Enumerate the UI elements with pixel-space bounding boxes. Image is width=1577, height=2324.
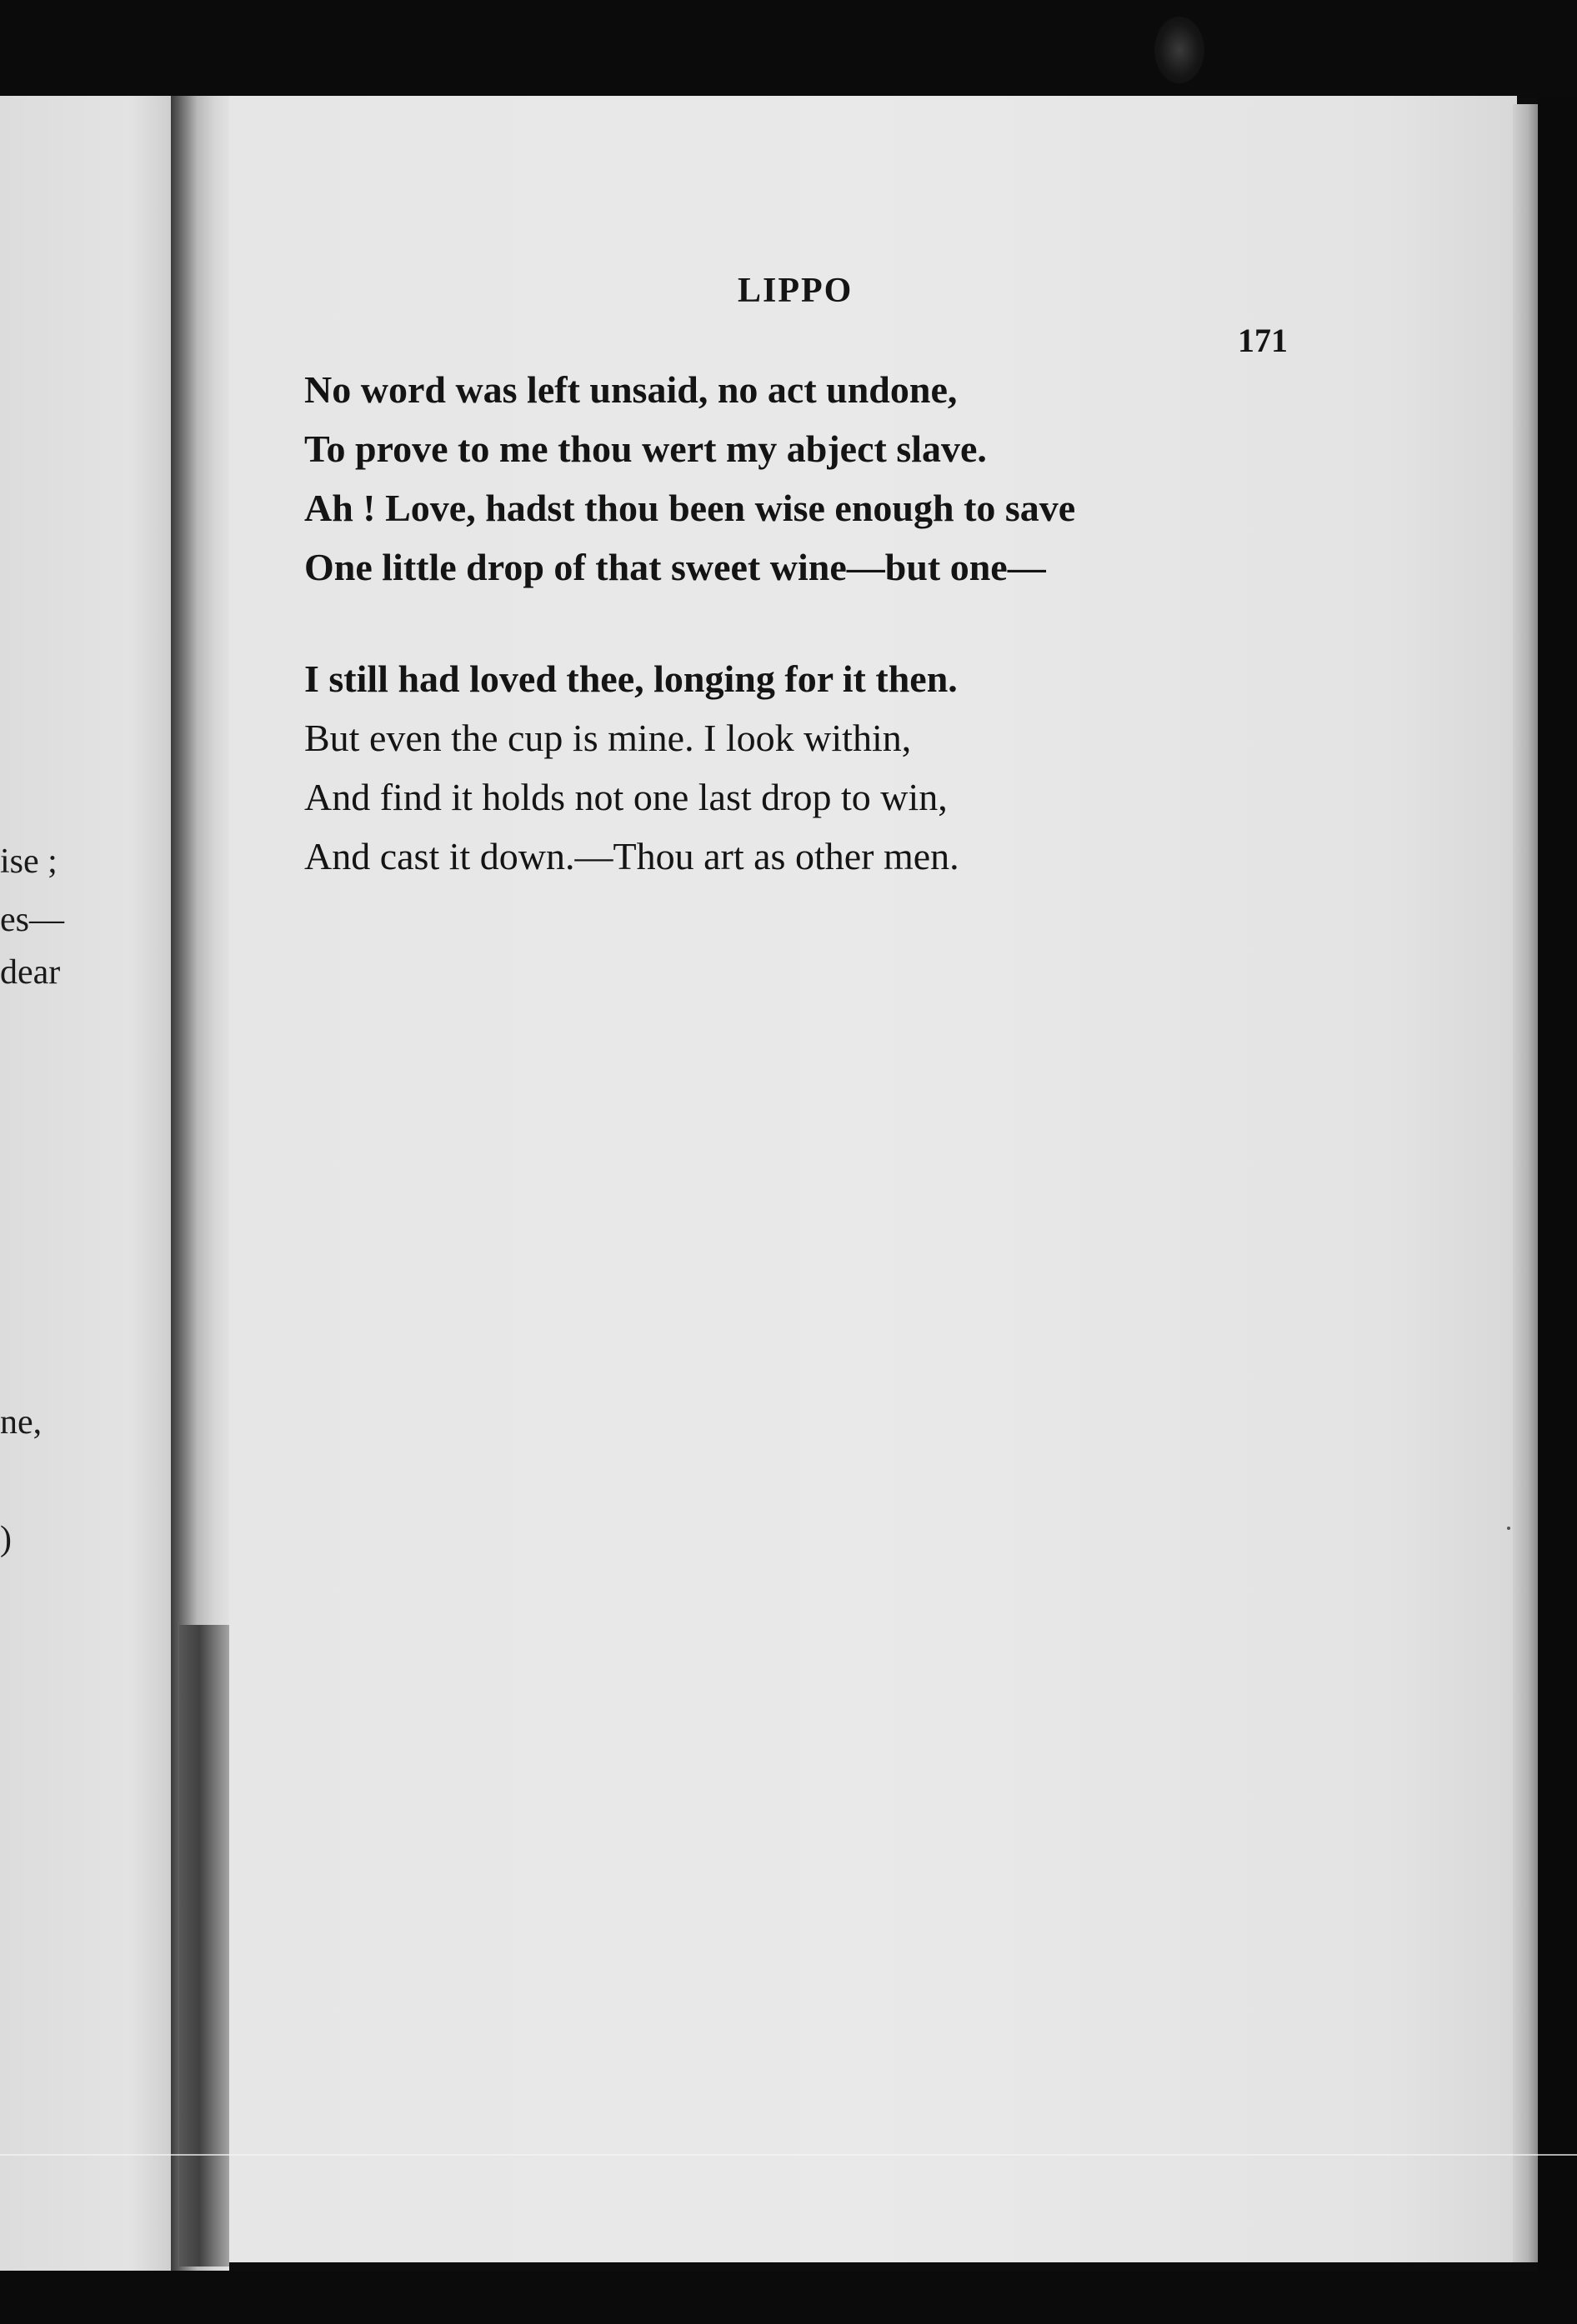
scan-artifact xyxy=(1154,17,1204,83)
poem-line: One little drop of that sweet wine—but one— xyxy=(304,546,1046,588)
facing-page-fragment: ne, xyxy=(0,1403,43,1442)
poem-line: To prove to me thou wert my abject slave. xyxy=(304,427,987,470)
poem-line: And cast it down.—Thou art as other men. xyxy=(304,835,959,877)
page-edge xyxy=(1513,104,1538,2262)
stanza xyxy=(304,360,1288,597)
facing-page xyxy=(0,96,185,2279)
facing-page-fragment: ise ; xyxy=(0,842,58,881)
page-number: 171 xyxy=(1238,322,1288,359)
facing-page-fragment: dear xyxy=(0,953,61,992)
scan-line-artifact xyxy=(0,2154,1577,2156)
scan-background-bottom xyxy=(0,2271,1577,2324)
poem-line: Ah ! Love, hadst thou been wise enough to save xyxy=(304,487,1076,529)
facing-page-fragment: ) xyxy=(0,1520,12,1558)
poem-line: I still had loved thee, longing for it then. xyxy=(304,657,958,700)
facing-page-fragment: es— xyxy=(0,901,64,939)
scan-background-top xyxy=(0,0,1577,98)
poem-line: No word was left unsaid, no act undone, xyxy=(304,368,958,411)
stanza xyxy=(304,649,1288,886)
running-head: LIPPO xyxy=(738,272,854,310)
poem xyxy=(304,360,1288,938)
poem-line: And find it holds not one last drop to win, xyxy=(304,776,948,818)
scan-background-right xyxy=(1538,98,1577,2324)
gutter-shadow xyxy=(179,1625,229,2267)
poem-line: But even the cup is mine. I look within, xyxy=(304,717,912,759)
speck xyxy=(1507,1527,1510,1530)
